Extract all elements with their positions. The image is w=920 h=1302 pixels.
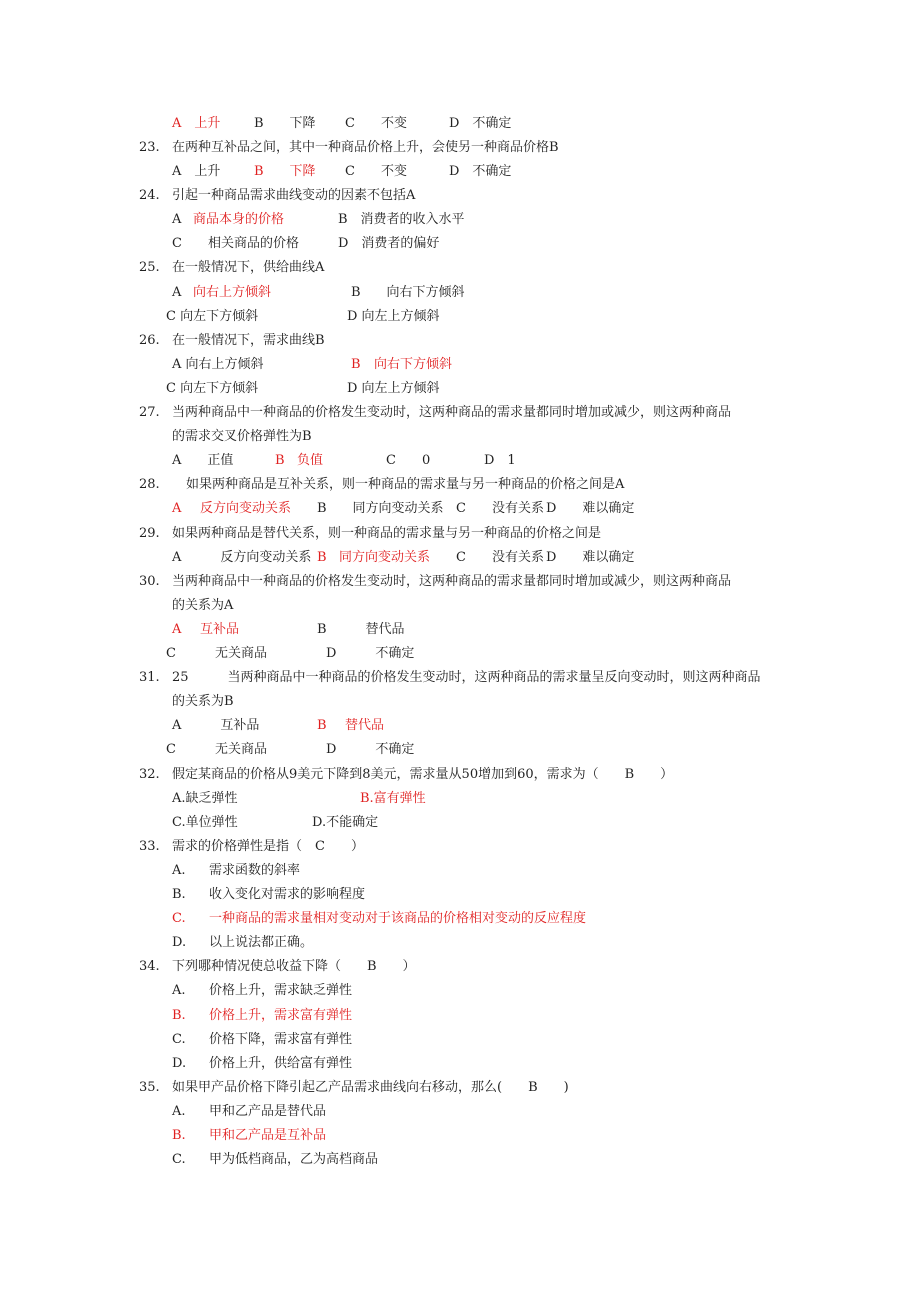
q33-option-c-text: 一种商品的需求量相对变动对于该商品的价格相对变动的反应程度 <box>209 911 587 926</box>
q34-option-c-letter: C. <box>172 1032 186 1047</box>
q27-option-d: D 1 <box>484 453 516 468</box>
q27-option-b-letter: B <box>275 453 285 468</box>
q28-option-d: D 难以确定 <box>546 501 635 516</box>
q27-number: 27. <box>139 405 160 420</box>
q26-option-d: D 向左上方倾斜 <box>347 381 440 396</box>
q25-option-a-text: 向右上方倾斜 <box>193 285 272 300</box>
q32-option-b: B.富有弹性 <box>360 791 426 806</box>
q32-stem: 假定某商品的价格从9美元下降到8美元，需求量从50增加到60，需求为（ B ） <box>172 767 674 782</box>
q35-option-a-letter: A. <box>172 1104 186 1119</box>
q30-option-a-letter: A <box>172 622 182 637</box>
q33-option-d-text: 以上说法都正确。 <box>209 935 314 950</box>
q25-option-c: C 向左下方倾斜 <box>166 309 259 324</box>
q33-option-b-text: 收入变化对需求的影响程度 <box>209 887 366 902</box>
q26-number: 26. <box>139 333 160 348</box>
q33-option-a-letter: A. <box>172 863 186 878</box>
q31-option-d: D 不确定 <box>326 742 415 757</box>
q29-option-b-letter: B <box>317 550 327 565</box>
q25-option-d: D 向左上方倾斜 <box>347 309 440 324</box>
q24-option-a-text: 商品本身的价格 <box>193 212 285 227</box>
q31-option-c: C 无关商品 <box>166 742 267 757</box>
q33-stem: 需求的价格弹性是指（ C ） <box>172 839 364 854</box>
q29-number: 29. <box>139 526 160 541</box>
q27-option-a: A 正值 <box>172 453 234 468</box>
q30-option-b: B 替代品 <box>317 622 405 637</box>
q23-option-b: B 下降 <box>254 164 316 179</box>
q32-option-a: A.缺乏弹性 <box>172 791 238 806</box>
q23-option-c: C 不变 <box>345 164 407 179</box>
q29-option-c: C 没有关系 <box>456 550 544 565</box>
q24-option-a-letter: A <box>172 212 182 227</box>
q35-option-c-text: 甲为低档商品，乙为高档商品 <box>209 1152 379 1167</box>
q33-option-c-letter: C. <box>172 911 186 926</box>
q28-option-a-letter: A <box>172 501 182 516</box>
q25-option-a-letter: A <box>172 285 182 300</box>
q28-option-a-text: 反方向变动关系 <box>200 501 292 516</box>
q33-number: 33. <box>139 839 160 854</box>
q34-option-c-text: 价格下降，需求富有弹性 <box>209 1032 353 1047</box>
q28-number: 28. <box>139 477 160 492</box>
q23-option-d: D 不确定 <box>449 164 512 179</box>
q26-stem: 在一般情况下，需求曲线B <box>172 333 325 348</box>
q34-option-d-text: 价格上升，供给富有弹性 <box>209 1056 353 1071</box>
q24-number: 24. <box>139 188 160 203</box>
q31-number: 31. <box>139 670 160 685</box>
q31-option-b-text: 替代品 <box>345 718 385 733</box>
q26-option-a: A 向右上方倾斜 <box>172 357 264 372</box>
q25-number: 25. <box>139 260 160 275</box>
q26-option-c: C 向左下方倾斜 <box>166 381 259 396</box>
q27-option-b-text: 负值 <box>297 453 324 468</box>
q33-option-b-letter: B. <box>172 887 186 902</box>
q35-option-b-letter: B. <box>172 1128 186 1143</box>
q30-option-c: C 无关商品 <box>166 646 267 661</box>
q34-stem: 下列哪种情况使总收益下降（ B ） <box>172 959 416 974</box>
q30-option-d: D 不确定 <box>326 646 415 661</box>
q34-option-a-text: 价格上升，需求缺乏弹性 <box>209 983 353 998</box>
q26-option-b-letter: B <box>351 357 361 372</box>
q31-stem-line1: 25 当两种商品中一种商品的价格发生变动时，这两种商品的需求量呈反向变动时，则这两种商品 <box>172 670 761 685</box>
q30-option-a-text: 互补品 <box>200 622 240 637</box>
q29-option-b-text: 同方向变动关系 <box>339 550 431 565</box>
q22-option-b: B 下降 <box>254 116 316 131</box>
q29-stem: 如果两种商品是替代关系，则一种商品的需求量与另一种商品的价格之间是 <box>172 526 602 541</box>
q24-option-d: D 消费者的偏好 <box>338 236 440 251</box>
q22-option-a: A 上升 <box>172 116 221 131</box>
q35-stem: 如果甲产品价格下降引起乙产品需求曲线向右移动，那么( B ) <box>172 1080 569 1095</box>
q29-option-d: D 难以确定 <box>546 550 635 565</box>
q23-option-a: A 上升 <box>172 164 221 179</box>
q24-stem: 引起一种商品需求曲线变动的因素不包括A <box>172 188 416 203</box>
q23-number: 23. <box>139 140 160 155</box>
q35-number: 35. <box>139 1080 160 1095</box>
q34-option-b-letter: B. <box>172 1008 186 1023</box>
q33-option-a-text: 需求函数的斜率 <box>209 863 301 878</box>
q22-option-c: C 不变 <box>345 116 407 131</box>
q28-option-b: B 同方向变动关系 <box>317 501 444 516</box>
q32-number: 32. <box>139 767 160 782</box>
q27-option-c: C 0 <box>386 453 431 468</box>
q24-option-c: C 相关商品的价格 <box>172 236 299 251</box>
q25-option-b: B 向右下方倾斜 <box>351 285 465 300</box>
q35-option-c-letter: C. <box>172 1152 186 1167</box>
q27-stem-line2: 的需求交叉价格弹性为B <box>172 429 312 444</box>
q33-option-d-letter: D. <box>172 935 187 950</box>
q25-stem: 在一般情况下，供给曲线A <box>172 260 325 275</box>
q28-option-c: C 没有关系 <box>456 501 544 516</box>
q31-option-a: A 互补品 <box>172 718 260 733</box>
q32-option-c: C.单位弹性 <box>172 815 238 830</box>
q27-stem-line1: 当两种商品中一种商品的价格发生变动时，这两种商品的需求量都同时增加或减少，则这两种商品 <box>172 405 732 420</box>
q28-stem: 如果两种商品是互补关系，则一种商品的需求量与另一种商品的价格之间是A <box>186 477 625 492</box>
q23-stem: 在两种互补品之间，其中一种商品价格上升，会使另一种商品价格B <box>172 140 559 155</box>
q32-option-d: D.不能确定 <box>312 815 379 830</box>
q29-option-a: A 反方向变动关系 <box>172 550 312 565</box>
q30-number: 30. <box>139 574 160 589</box>
q31-option-b-letter: B <box>317 718 327 733</box>
q34-number: 34. <box>139 959 160 974</box>
q34-option-b-text: 价格上升，需求富有弹性 <box>209 1008 353 1023</box>
q30-stem-line1: 当两种商品中一种商品的价格发生变动时，这两种商品的需求量都同时增加或减少，则这两种商品 <box>172 574 732 589</box>
q35-option-b-text: 甲和乙产品是互补品 <box>209 1128 327 1143</box>
q22-option-d: D 不确定 <box>449 116 512 131</box>
q34-option-a-letter: A. <box>172 983 186 998</box>
q35-option-a-text: 甲和乙产品是替代品 <box>209 1104 327 1119</box>
q31-stem-line2: 的关系为B <box>172 694 234 709</box>
q24-option-b: B 消费者的收入水平 <box>338 212 465 227</box>
q34-option-d-letter: D. <box>172 1056 187 1071</box>
q26-option-b-text: 向右下方倾斜 <box>374 357 453 372</box>
q30-stem-line2: 的关系为A <box>172 598 234 613</box>
